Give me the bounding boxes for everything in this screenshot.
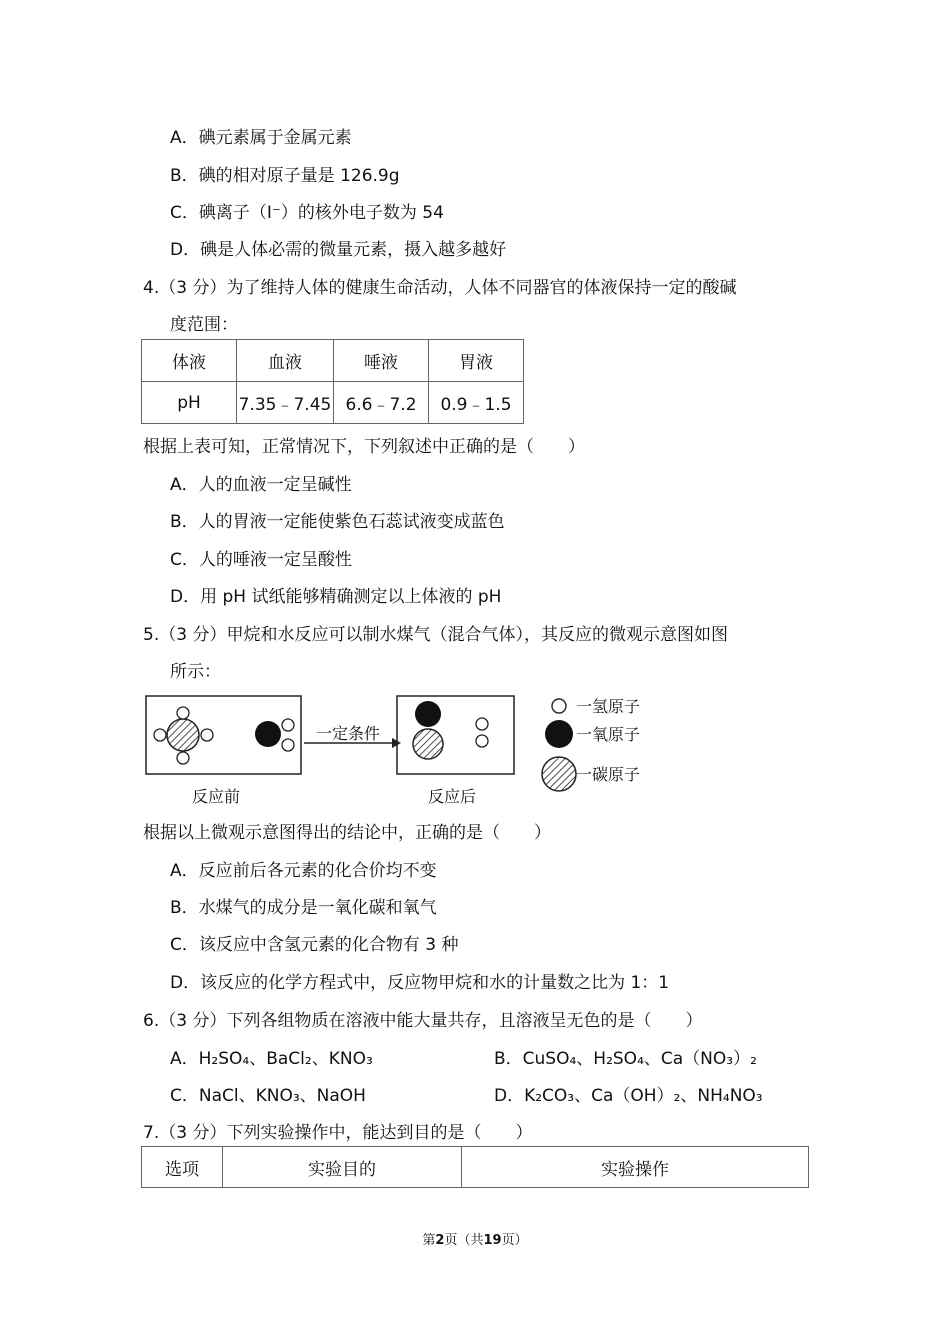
after-box (397, 696, 514, 774)
footer-mid: 页（共 (444, 1233, 484, 1248)
q7-stem: 7.（3 分）下列实验操作中，能达到目的是（ ） (143, 1123, 533, 1143)
q3-option-d: D．碘是人体必需的微量元素，摄入越多越好 (170, 240, 507, 260)
q7-table (141, 1146, 809, 1188)
footer-prefix: 第 (422, 1233, 436, 1248)
q6-stem: 6.（3 分）下列各组物质在溶液中能大量共存，且溶液呈无色的是（ ） (143, 1011, 703, 1031)
q6-option-a: A．H₂SO₄、BaCl₂、KNO₃ (170, 1049, 373, 1069)
hydrogen-atom-icon (177, 707, 189, 719)
oxygen-atom-icon (415, 701, 441, 727)
hydrogen-atom-icon (476, 718, 488, 730)
q4-question: 根据上表可知，正常情况下，下列叙述中正确的是（ ） (143, 437, 585, 457)
carbon-atom-icon (413, 729, 443, 759)
q4-option-d: D．用 pH 试纸能够精确测定以上体液的 pH (170, 587, 502, 607)
reaction-diagram (140, 688, 680, 810)
hydrogen-atom-icon (282, 739, 294, 751)
before-label: 反应前 (191, 787, 241, 806)
after-label: 反应后 (427, 787, 477, 806)
ph-table (141, 339, 524, 424)
q3-option-c: C．碘离子（I⁻）的核外电子数为 54 (170, 203, 444, 223)
footer-total: 19 (483, 1233, 502, 1248)
ph-table-cell: 0.9﹣1.5 (429, 382, 524, 424)
ph-table-header: 唾液 (334, 340, 429, 382)
legend-oxygen-icon (545, 720, 573, 748)
legend-hydrogen-icon (552, 699, 566, 713)
hydrogen-atom-icon (177, 752, 189, 764)
q7-table-header: 实验目的 (223, 1147, 462, 1188)
q6-option-d: D．K₂CO₃、Ca（OH）₂、NH₄NO₃ (494, 1086, 763, 1106)
ph-table-header: 血液 (237, 340, 334, 382)
ph-table-cell: 7.35﹣7.45 (237, 382, 334, 424)
q7-table-header: 选项 (142, 1147, 223, 1188)
hydrogen-atom-icon (282, 719, 294, 731)
hydrogen-atom-icon (201, 729, 213, 741)
oxygen-atom-icon (255, 721, 281, 747)
q3-option-a: A．碘元素属于金属元素 (170, 128, 352, 148)
q7-table-header: 实验操作 (462, 1147, 809, 1188)
page-footer (0, 1229, 950, 1248)
legend-carbon-icon (542, 757, 576, 791)
q5-option-c: C．该反应中含氢元素的化合物有 3 种 (170, 935, 459, 955)
q6-option-b: B．CuSO₄、H₂SO₄、Ca（NO₃）₂ (494, 1049, 757, 1069)
q3-option-b: B．碘的相对原子量是 126.9g (170, 166, 400, 186)
ph-table-header: 胃液 (429, 340, 524, 382)
q5-option-b: B．水煤气的成分是一氧化碳和氧气 (170, 898, 437, 918)
q5-question: 根据以上微观示意图得出的结论中，正确的是（ ） (143, 823, 551, 843)
ph-table-cell: 6.6﹣7.2 (334, 382, 429, 424)
footer-suffix: 页） (501, 1233, 528, 1248)
q5-stem-line1: 5.（3 分）甲烷和水反应可以制水煤气（混合气体），其反应的微观示意图如图 (143, 625, 728, 645)
q5-option-d: D．该反应的化学方程式中，反应物甲烷和水的计量数之比为 1：1 (170, 973, 670, 993)
footer-page: 2 (435, 1233, 445, 1248)
hydrogen-atom-icon (154, 729, 166, 741)
q4-stem-line2: 度范围： (170, 315, 238, 335)
carbon-atom-icon (167, 719, 199, 751)
q4-option-a: A．人的血液一定呈碱性 (170, 475, 352, 495)
q4-option-b: B．人的胃液一定能使紫色石蕊试液变成蓝色 (170, 512, 505, 532)
q5-option-a: A．反应前后各元素的化合价均不变 (170, 861, 437, 881)
ph-table-header: 体液 (142, 340, 237, 382)
q4-stem-line1: 4.（3 分）为了维持人体的健康生命活动，人体不同器官的体液保持一定的酸碱 (143, 278, 737, 298)
hydrogen-atom-icon (476, 735, 488, 747)
legend-carbon: 一碳原子 (576, 765, 641, 784)
legend-oxygen: 一氧原子 (576, 725, 641, 744)
q4-option-c: C．人的唾液一定呈酸性 (170, 550, 352, 570)
q5-stem-line2: 所示： (170, 662, 221, 682)
legend-hydrogen: 一氢原子 (576, 697, 641, 716)
arrow-label: 一定条件 (315, 724, 381, 743)
q6-option-c: C．NaCl、KNO₃、NaOH (170, 1086, 366, 1106)
ph-table-cell: pH (142, 382, 237, 424)
